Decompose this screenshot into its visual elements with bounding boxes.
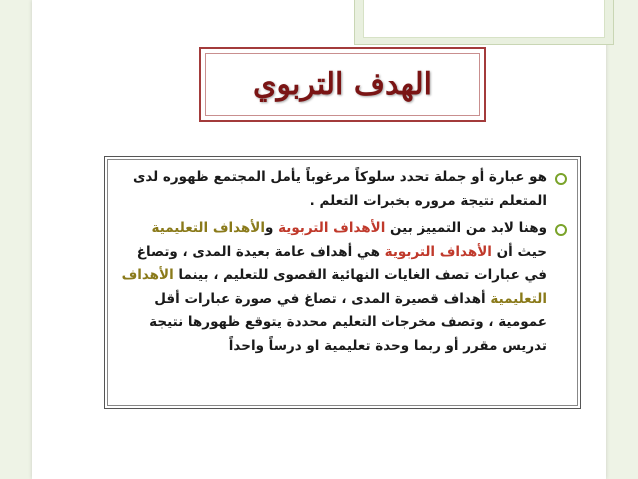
ring-bullet-icon: [555, 173, 567, 185]
decorative-frame-inner: [363, 0, 605, 38]
term-educational-goals: الأهداف التربوية: [384, 243, 492, 260]
bullet-text-part: و: [264, 220, 279, 236]
bullet-text-definition: هو عبارة أو جملة تحدد سلوكاً مرغوباً يأمل المجتمع ظهوره لدى المتعلم نتيجة مروره بخبرات التعلم .: [132, 169, 547, 209]
bullet-item-distinction: [120, 217, 567, 358]
term-instructional-goals: الأهداف التعليمية: [151, 220, 265, 236]
ring-bullet-icon: [555, 224, 567, 236]
content-frame: [104, 156, 581, 409]
term-educational-goals: الأهداف التربوية: [278, 220, 386, 236]
slide: [32, 0, 606, 479]
title-frame-inner: [205, 53, 480, 116]
term-instructional-goals: الأهداف التعليمية: [121, 267, 547, 307]
slide-title: الهدف التربوي: [252, 67, 432, 102]
bullet-text-part: هي أهداف عامة بعيدة المدى ، وتصاغ في عبارات تصف الغايات النهائية القصوى للتعليم ، بينما: [136, 243, 547, 283]
title-frame: [199, 47, 486, 122]
bullet-item-definition: [120, 166, 567, 213]
bullet-text-part: حيث أن: [491, 243, 547, 260]
decorative-frame: [354, 0, 614, 45]
bullet-text-part: وهنا لابد من التمييز بين: [385, 220, 547, 236]
bullet-text-part: أهداف قصيرة المدى ، تصاغ في صورة عبارات أقل عمومية ، وتصف مخرجات التعليم محددة يتوقع ظهورها نتيجة تدريس مقرر أو ربما وحدة تعليمية او درساً واحداً: [149, 290, 547, 354]
content-frame-inner: [107, 159, 578, 406]
